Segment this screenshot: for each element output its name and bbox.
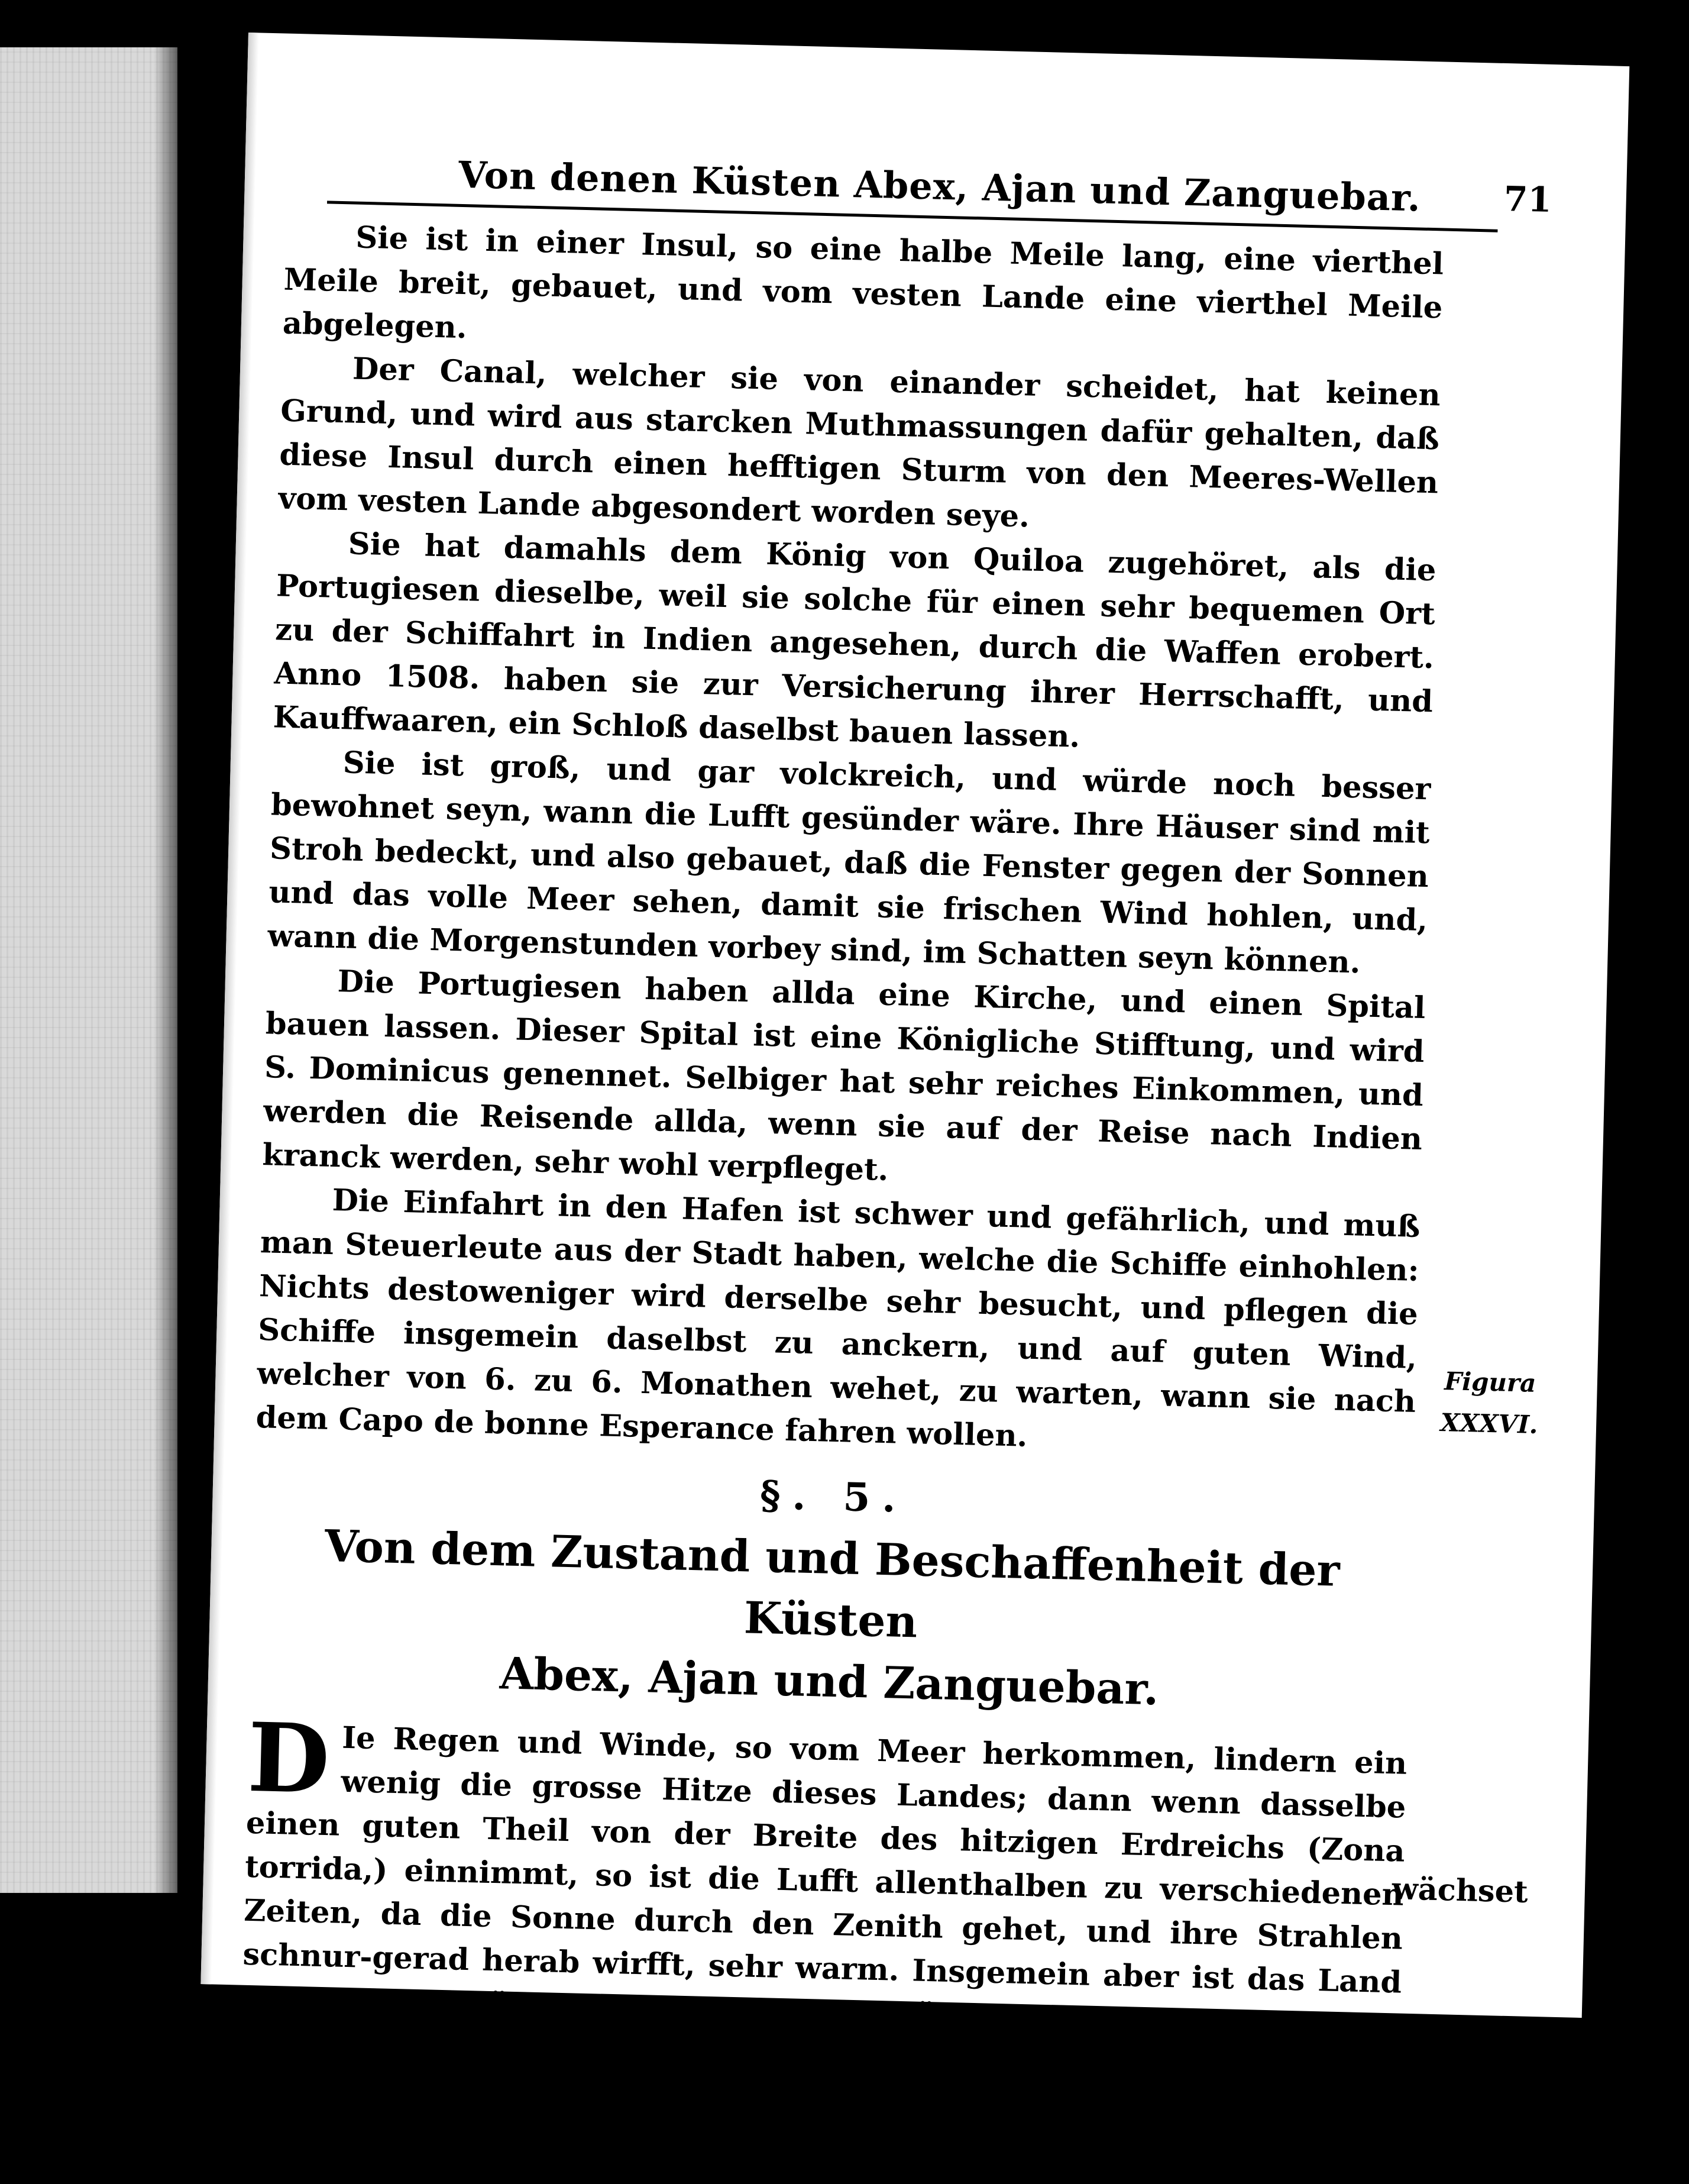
paragraph-text: Ie Regen und Winde, so vom Meer herkommen, lindern ein wenig die grosse Hitze dieses Landes; dann wenn dasselbe einen guten Theil von der Breite des hitzigen Erdreichs (Zona torrida,) einnimmt, so ist die Lufft allenthalben zu verschiedenen Zeiten, da die Sonne durch den Zenith gehet, und ihre Strahlen schnur-gerad herab wirfft, sehr warm. Insgemein aber ist das Land in den zweyen äussersten Theilen viel wärmer, als in der Mitten. [241,1720,1408,2043]
book-page [200,33,1629,2156]
paragraph: Die Portugiesen haben allda eine Kirche, und einen Spital bauen lassen. Dieser Spital ist eine Königliche Stifftung, und wird S. Dominicus genennet. Selbiger hat sehr reiches Einkommen, und werden die Reisende allda, wenn sie auf der Reise nach Indien kranck werden, sehr wohl verpfleget. [261,964,1426,1188]
running-title: Von denen Küsten Abex, Ajan und Zanguebar. [458,153,1422,220]
margin-note-line: XXXVI. [1440,1407,1539,1439]
paragraph: Der Canal, welcher sie von einander scheidet, hat keinen Grund, und wird aus starcken Muthmassungen dafür gehalten, daß diese Insul durch einen hefftigen Sturm von den Meeres-Wellen vom vesten Lande abgesondert worden seye. [278,351,1441,535]
paragraph: Sie hat damahls dem König von Quiloa zugehöret, als die Portugiesen dieselbe, weil sie solche für einen sehr bequemen Ort zu der Schiffahrt in Indien angesehen, durch die Waffen erobert. Anno 1508. haben sie zur Versicherung ihrer Herrschafft, und Kauffwaaren, ein Schloß daselbst bauen lassen. [273,526,1437,755]
catchword: wächset [1392,1871,1529,1910]
margin-note-line: Figura [1444,1366,1536,1398]
paragraph: An etlichen Orten ist das Erdreich überaus fruchtbar, insonderheit in den Thälern, darein man Hirsen, Reiß und Geträyd säet; das Korn aber [238,2025,1400,2156]
section-number: §. 5. [759,1471,908,1521]
paragraph: Die Einfahrt in den Hafen ist schwer und gefährlich, und muß man Steuerleute aus der Stadt haben, welche die Schiffe einhohlen: Nichts destoweniger wird derselbe sehr besucht, und pflegen die Schiffe insgemein daselbst zu anckern, und auf guten Wind, welcher von 6. zu 6. Monathen wehet, zu warten, wann sie nach dem Capo de bonne Esperance fahren wollen. [255,1183,1421,1454]
section-title-line: Von dem Zustand und Beschaffenheit der Küsten [323,1520,1341,1648]
facing-page-fragment [0,47,177,1893]
book-gutter-shadow [154,47,177,1893]
section-title-line: Abex, Ajan und Zanguebar. [499,1648,1160,1715]
section-title [249,1514,1412,1727]
margin-note [1429,1361,1549,1446]
paragraph: Sie ist in einer Insul, so eine halbe Meile lang, eine vierthel Meile breit, gebauet, und vom vesten Lande eine vierthel Meile abgelegen. [282,219,1444,346]
paper-grain [0,47,177,1893]
drop-cap: D [246,1701,331,1815]
page-body [238,214,1444,2180]
initial-paragraph [241,1701,1408,2049]
page-number: 71 [1503,178,1552,220]
paragraph: Sie ist groß, und gar volckreich, und würde noch besser bewohnet seyn, wann die Lufft gesünder wäre. Ihre Häuser sind mit Stroh bedeckt, und also gebauet, daß die Fenster gegen der Sonnen und das volle Meer sehen, damit sie frischen Wind hohlen, und, wann die Morgenstunden vorbey sind, im Schatten seyn können. [267,745,1432,981]
